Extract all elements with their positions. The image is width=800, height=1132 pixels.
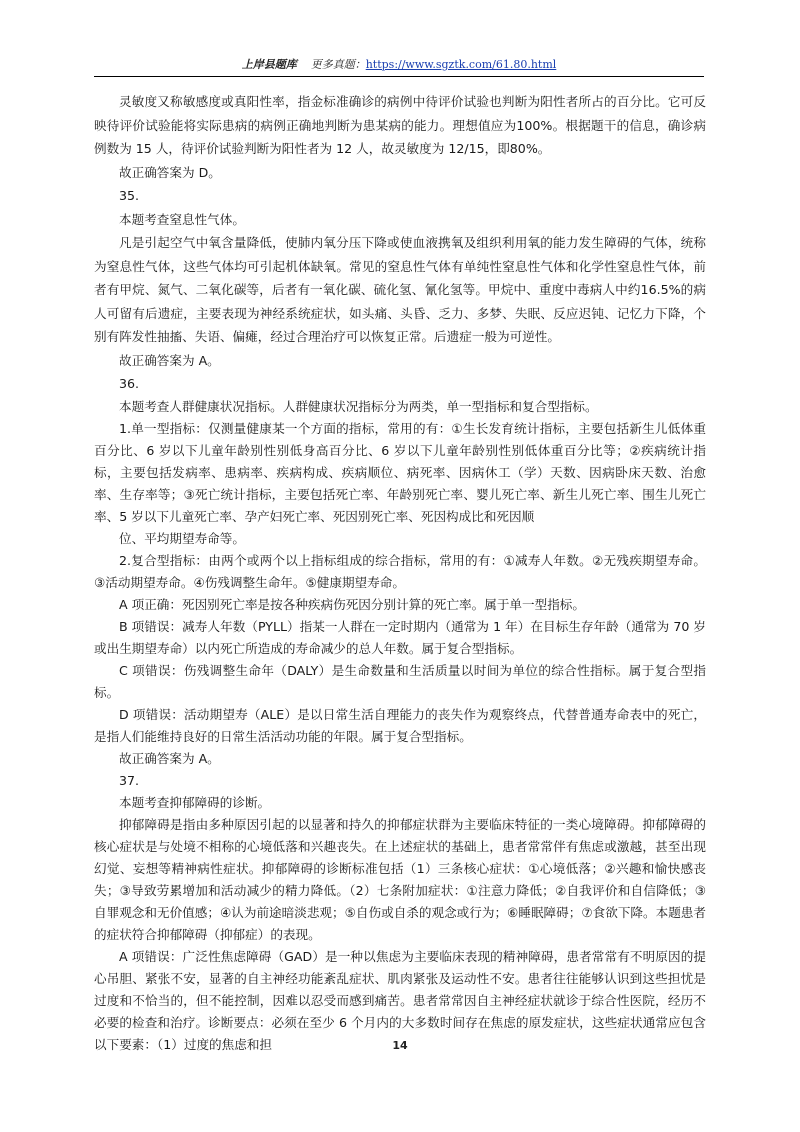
paragraph: 故正确答案为 A。 xyxy=(119,352,220,368)
paragraph: 本题考查人群健康状况指标。人群健康状况指标分为两类，单一型指标和复合型指标。 xyxy=(119,398,598,414)
paragraph: 故正确答案为 A。 xyxy=(119,750,220,766)
paragraph: 抑郁障碍是指由多种原因引起的以显著和持久的抑郁症状群为主要临床特征的一类心境障碍。抑郁障碍的核心症状是与处境不相称的心境低落和兴趣丧失。在上述症状的基础上，患者常常伴有焦虑或激越，甚至出现幻觉、妄想等精神病性症状。抑郁障碍的诊断标准包括（1）三条核心症状：①心境低落；②兴趣和愉快感丧失；③导致劳累增加和活动减少的精力降低。（2）七条附加症状：①注意力降低；②自我评价和自信降低；③自罪观念和无价值感；④认为前途暗淡悲观；⑤自伤或自杀的观念或行为；⑥睡眠障碍；⑦食欲下降。本题患者的症状符合抑郁障碍（抑郁症）的表现。 xyxy=(94,816,706,942)
page-number: 14 xyxy=(392,1039,408,1052)
paragraph: B 项错误：减寿人年数（PYLL）指某一人群在一定时期内（通常为 1 年）在目标生存年龄（通常为 70 岁或出生期望寿命）以内死亡所造成的寿命减少的总人年数。属于复合型指标。 xyxy=(94,618,706,656)
page-body xyxy=(94,90,706,1056)
header-brand: 上岸县题库 xyxy=(241,58,297,71)
header-rule xyxy=(94,76,704,77)
paragraph: 1.单一型指标：仅测量健康某一个方面的指标，常用的有：①生长发育统计指标，主要包括新生儿低体重百分比、6 岁以下儿童年龄别性别低身高百分比、6 岁以下儿童年龄别性别低体重百分比等；②疾病统计指标，主要包括发病率、患病率、疾病构成、疾病顺位、病死率、因病休工（学）天数、因病卧床天数、治愈率、生存率等；③死亡统计指标，主要包括死亡率、年龄别死亡率、婴儿死亡率、新生儿死亡率、围生儿死亡率、5 岁以下儿童死亡率、孕产妇死亡率、死因别死亡率、死因构成比和死因顺 xyxy=(94,420,706,524)
paragraph: 37. xyxy=(119,772,140,788)
paragraph: 本题考查窒息性气体。 xyxy=(119,211,245,227)
paragraph: 凡是引起空气中氧含量降低，使肺内氧分压下降或使血液携氧及组织利用氧的能力发生障碍的气体，统称为窒息性气体，这些气体均可引起机体缺氧。常见的窒息性气体有单纯性窒息性气体和化学性窒息性气体，前者有甲烷、氮气、二氧化碳等，后者有一氧化碳、硫化氢、氰化氢等。甲烷中、重度中毒病人中约16.5%的病人可留有后遗症，主要表现为神经系统症状，如头痛、头昏、乏力、多梦、失眠、反应迟钝、记忆力下降，个别有阵发性抽搐、失语、偏瘫，经过合理治疗可以恢复正常。后遗症一般为可逆性。 xyxy=(94,235,706,344)
header-link[interactable]: https://www.sgztk.com/61.80.html xyxy=(365,58,557,71)
header-more-label: 更多真题： xyxy=(310,58,366,71)
paragraph: 本题考查抑郁障碍的诊断。 xyxy=(119,794,271,810)
paragraph: 35. xyxy=(119,188,140,203)
page-header xyxy=(94,56,704,72)
paragraph: 灵敏度又称敏感度或真阳性率，指金标准确诊的病例中待评价试验也判断为阳性者所占的百分比。它可反映待评价试验能将实际患病的病例正确地判断为患某病的能力。理想值应为100%。根据题干的信息，确诊病例数为 15 人，待评价试验判断为阳性者为 12 人，故灵敏度为 12/15，即80%。 xyxy=(94,94,706,156)
paragraph: 位、平均期望寿命等。 xyxy=(119,530,245,546)
paragraph: C 项错误：伤残调整生命年（DALY）是生命数量和生活质量以时间为单位的综合性指标。属于复合型指标。 xyxy=(94,662,706,700)
paragraph: A 项错误：广泛性焦虑障碍（GAD）是一种以焦虑为主要临床表现的精神障碍，患者常常有不明原因的提心吊胆、紧张不安，显著的自主神经功能紊乱症状、肌肉紧张及运动性不安。患者往往能够认识到这些担忧是过度和不恰当的，但不能控制，因难以忍受而感到痛苦。患者常常因自主神经症状就诊于综合性医院，经历不必要的检查和治疗。诊断要点：必须在至少 6 个月内的大多数时间存在焦虑的原发症状，这些症状通常应包含以下要素：（1）过度的焦虑和担 xyxy=(94,948,706,1052)
paragraph: 故正确答案为 D。 xyxy=(119,164,221,180)
paragraph: 2.复合型指标：由两个或两个以上指标组成的综合指标，常用的有：①减寿人年数。②无残疾期望寿命。③活动期望寿命。④伤残调整生命年。⑤健康期望寿命。 xyxy=(94,552,706,590)
paragraph: A 项正确：死因别死亡率是按各种疾病伤死因分别计算的死亡率。属于单一型指标。 xyxy=(119,596,585,612)
paragraph: 36. xyxy=(119,376,140,391)
paragraph: D 项错误：活动期望寿（ALE）是以日常生活自理能力的丧失作为观察终点，代替普通寿命表中的死亡，是指人们能维持良好的日常生活活动功能的年限。属于复合型指标。 xyxy=(94,706,706,744)
